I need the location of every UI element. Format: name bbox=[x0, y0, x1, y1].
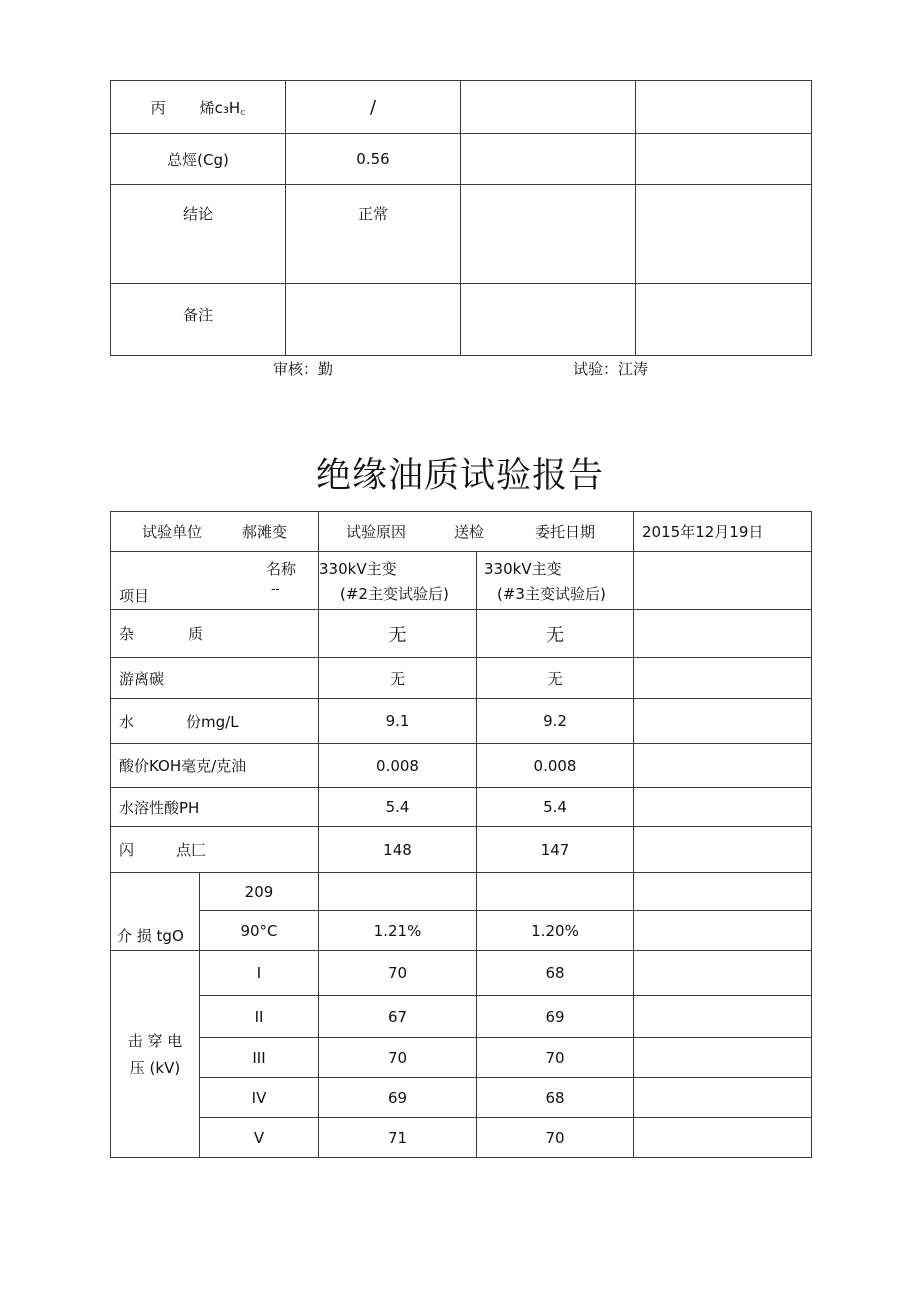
row-label-dielectric-loss: 介 损 tgO bbox=[111, 873, 200, 951]
test-number-cell: IV bbox=[200, 1078, 319, 1118]
empty-cell bbox=[634, 552, 812, 610]
row-label-total-hydrocarbon: 总烴(Cg) bbox=[111, 134, 286, 185]
item-label: 项目 bbox=[119, 587, 150, 605]
empty-cell bbox=[636, 185, 812, 284]
value-cell: 69 bbox=[477, 996, 634, 1038]
value-cell: 无 bbox=[319, 610, 477, 658]
row-label-breakdown-voltage bbox=[111, 951, 200, 1158]
empty-cell bbox=[634, 610, 812, 658]
test-number-cell: I bbox=[200, 951, 319, 996]
test-number-cell: V bbox=[200, 1118, 319, 1158]
empty-cell bbox=[634, 996, 812, 1038]
value-cell: 70 bbox=[319, 1038, 477, 1078]
empty-cell bbox=[634, 744, 812, 788]
value-cell: 9.2 bbox=[477, 699, 634, 744]
empty-cell bbox=[461, 185, 636, 284]
tester-signature: 试验：江涛 bbox=[573, 360, 649, 378]
table-row bbox=[111, 1038, 812, 1078]
test-number-cell: III bbox=[200, 1038, 319, 1078]
table-row bbox=[111, 1078, 812, 1118]
empty-cell bbox=[461, 134, 636, 185]
table-row bbox=[111, 996, 812, 1038]
label-part: 份mg/L bbox=[186, 712, 239, 731]
table-row bbox=[111, 788, 812, 827]
empty-cell bbox=[634, 1078, 812, 1118]
empty-cell bbox=[634, 1118, 812, 1158]
table-row bbox=[111, 185, 812, 284]
empty-cell bbox=[636, 81, 812, 134]
empty-cell bbox=[634, 911, 812, 951]
commission-date-label: 委托日期 bbox=[535, 523, 596, 541]
label-part: 杂 bbox=[119, 625, 135, 643]
gas-analysis-table bbox=[110, 80, 812, 356]
value-cell: 0.56 bbox=[286, 134, 461, 185]
table-row bbox=[111, 134, 812, 185]
commission-date-value: 2015年12月19日 bbox=[634, 512, 812, 552]
row-label-impurities bbox=[111, 610, 319, 658]
test-reason-cell bbox=[319, 512, 634, 552]
label-line: 击 穿 电 bbox=[127, 1032, 183, 1050]
value-cell: 5.4 bbox=[319, 788, 477, 827]
test-unit-label: 试验单位 bbox=[141, 523, 202, 541]
label-part: 点匚 bbox=[176, 841, 207, 859]
value-cell: 无 bbox=[477, 658, 634, 699]
sample-2-header bbox=[477, 552, 634, 610]
label-line: 压 (kV) bbox=[129, 1059, 181, 1077]
value-cell: 70 bbox=[319, 951, 477, 996]
sample-1-header bbox=[319, 552, 477, 610]
column-header-row bbox=[111, 552, 812, 610]
value-cell: 1.20% bbox=[477, 911, 634, 951]
empty-cell bbox=[636, 134, 812, 185]
value-cell: 无 bbox=[319, 658, 477, 699]
row-label-moisture bbox=[111, 699, 319, 744]
report-title: 绝缘油质试验报告 bbox=[315, 456, 604, 496]
empty-cell bbox=[461, 81, 636, 134]
label-part: 质 bbox=[188, 625, 204, 643]
empty-cell bbox=[461, 284, 636, 356]
value-cell: 9.1 bbox=[319, 699, 477, 744]
test-reason-label: 试验原因 bbox=[346, 523, 407, 541]
empty-cell bbox=[634, 788, 812, 827]
value-cell: 71 bbox=[319, 1118, 477, 1158]
label-part: 闪 bbox=[119, 841, 135, 859]
test-reason-value: 送检 bbox=[454, 523, 485, 541]
item-name-header bbox=[111, 552, 319, 610]
empty-cell bbox=[634, 1038, 812, 1078]
table-row bbox=[111, 699, 812, 744]
value-cell: 68 bbox=[477, 1078, 634, 1118]
test-unit-cell bbox=[111, 512, 319, 552]
value-cell bbox=[286, 284, 461, 356]
value-cell: 70 bbox=[477, 1118, 634, 1158]
table-row bbox=[111, 951, 812, 996]
test-unit-value: 郝滩变 bbox=[242, 523, 288, 541]
value-cell: 70 bbox=[477, 1038, 634, 1078]
table-row bbox=[111, 1118, 812, 1158]
table-row bbox=[111, 81, 812, 134]
value-cell: 正常 bbox=[286, 185, 461, 284]
table-row bbox=[111, 744, 812, 788]
row-label-propylene bbox=[111, 81, 286, 134]
value-cell: 147 bbox=[477, 827, 634, 873]
table-row bbox=[111, 873, 812, 911]
label-part: 水 bbox=[119, 712, 135, 731]
value-cell: 1.21% bbox=[319, 911, 477, 951]
sample-1-note: (#2主变试验后) bbox=[340, 585, 449, 603]
label-part: 烯c₃H꜀ bbox=[199, 98, 246, 117]
test-number-cell: II bbox=[200, 996, 319, 1038]
empty-cell bbox=[634, 699, 812, 744]
value-cell bbox=[477, 873, 634, 911]
value-cell: 67 bbox=[319, 996, 477, 1038]
table-row bbox=[111, 911, 812, 951]
table-row bbox=[111, 658, 812, 699]
sample-2-name: 330kV主变 bbox=[484, 560, 562, 578]
temperature-cell: 209 bbox=[200, 873, 319, 911]
empty-cell bbox=[634, 951, 812, 996]
empty-cell bbox=[636, 284, 812, 356]
value-cell: 69 bbox=[319, 1078, 477, 1118]
table-row bbox=[111, 284, 812, 356]
row-label-flash-point bbox=[111, 827, 319, 873]
row-label-remarks: 备注 bbox=[111, 284, 286, 356]
empty-cell bbox=[634, 827, 812, 873]
temperature-cell: 90°C bbox=[200, 911, 319, 951]
header-row bbox=[111, 512, 812, 552]
sample-1-name: 330kV主变 bbox=[319, 560, 397, 578]
value-cell: 148 bbox=[319, 827, 477, 873]
empty-cell bbox=[634, 658, 812, 699]
empty-cell bbox=[634, 873, 812, 911]
label-part: 丙 bbox=[150, 98, 166, 117]
value-cell bbox=[319, 873, 477, 911]
row-label-conclusion: 结论 bbox=[111, 185, 286, 284]
row-label-water-soluble-acid: 水溶性酸PH bbox=[111, 788, 319, 827]
oil-quality-table bbox=[110, 511, 812, 1158]
value-cell: / bbox=[286, 81, 461, 134]
value-cell: 5.4 bbox=[477, 788, 634, 827]
row-label-acid-value: 酸价KOH毫克/克油 bbox=[111, 744, 319, 788]
value-cell: 68 bbox=[477, 951, 634, 996]
table-row bbox=[111, 827, 812, 873]
dash-mark: -- bbox=[271, 582, 280, 596]
sample-2-note: (#3主变试验后) bbox=[497, 585, 606, 603]
row-label-free-carbon: 游离碳 bbox=[111, 658, 319, 699]
table-row bbox=[111, 610, 812, 658]
reviewer-signature: 审核：勤 bbox=[273, 360, 334, 378]
value-cell: 0.008 bbox=[319, 744, 477, 788]
name-label: 名称 bbox=[266, 560, 297, 578]
value-cell: 0.008 bbox=[477, 744, 634, 788]
value-cell: 无 bbox=[477, 610, 634, 658]
